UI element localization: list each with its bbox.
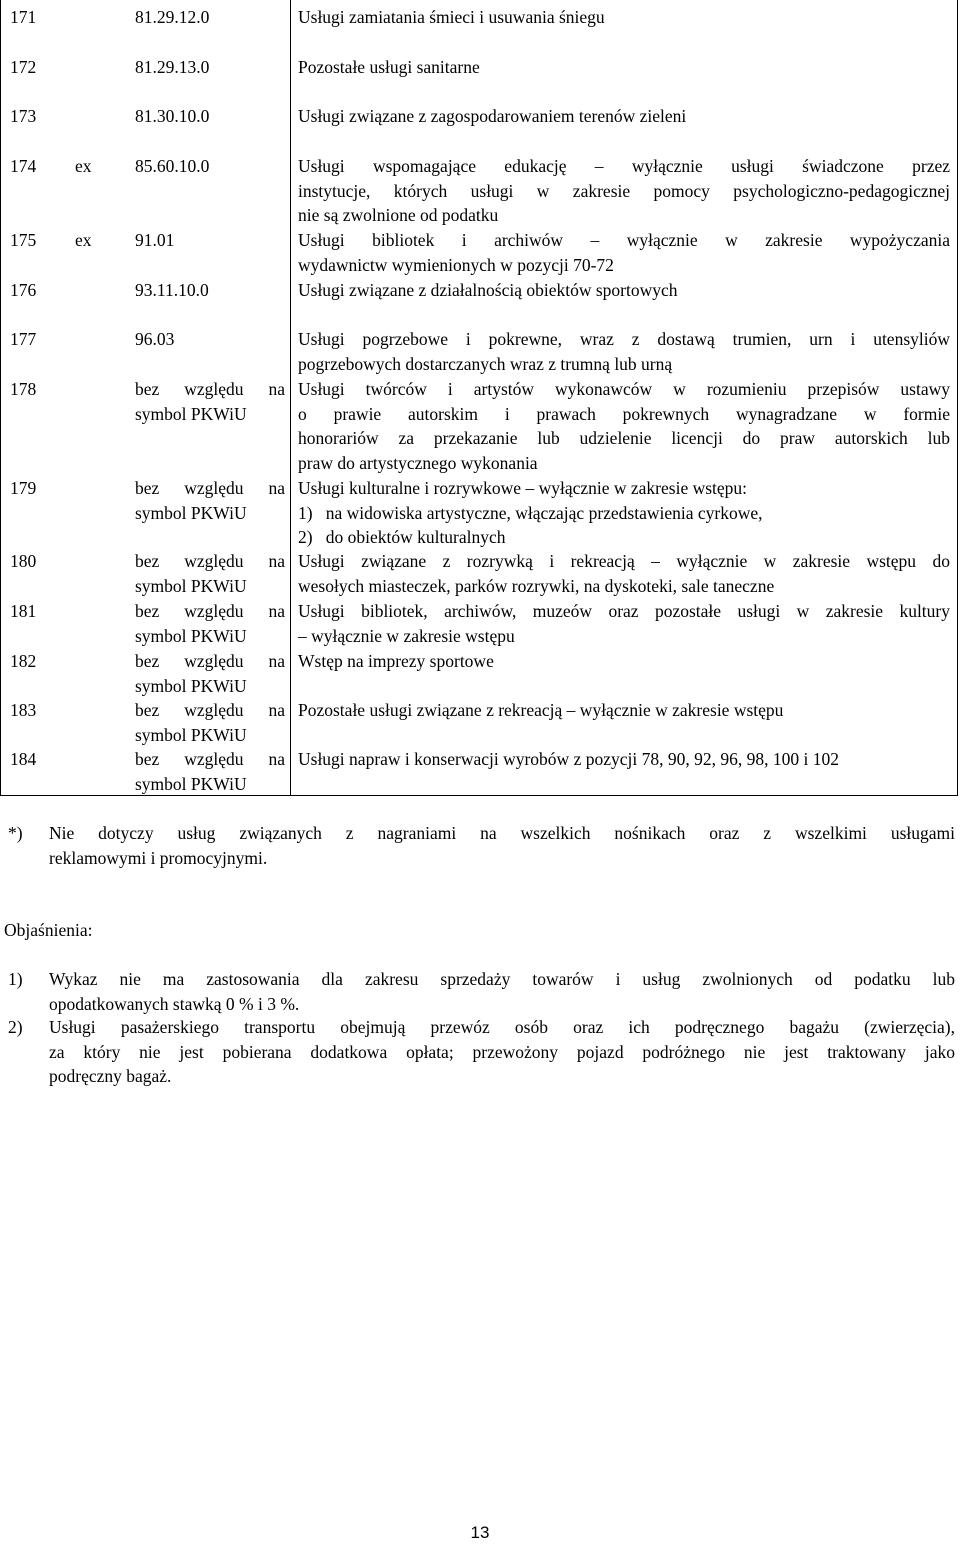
pkwiu-code: 81.29.13.0 [135,57,210,77]
service-description: Usługi pogrzebowe i pokrewne, wraz z dostawą trumien, urn i utensyliów pogrzebowych dostarczanych wraz z trumną lub urną [298,329,950,374]
service-description: Usługi bibliotek, archiwów, muzeów oraz pozostałe usługi w zakresie kultury – wyłącznie w zakresie wstępu [298,601,950,646]
row-number: 176 [10,280,37,300]
service-description: Wstęp na imprezy sportowe [298,651,494,671]
pkwiu-symbol-note: bez względu na symbol PKWiU [135,551,285,596]
pkwiu-code: 96.03 [135,329,175,349]
table-column-divider [290,0,291,795]
footnote-text: Nie dotyczy usług związanych z nagraniami na wszelkich nośnikach oraz z wszelkimi usługami reklamowymi i promocyjnymi. [49,823,955,868]
explanation-number: 2) [8,1017,23,1037]
pkwiu-symbol-note: bez względu na symbol PKWiU [135,478,285,523]
pkwiu-code: 81.30.10.0 [135,106,210,126]
row-number: 172 [10,57,37,77]
pkwiu-code: 91.01 [135,230,175,250]
service-description: Usługi związane z rozrywką i rekreacją – wyłącznie w zakresie wstępu do wesołych miasteczek, parków rozrywki, na dyskoteki, sale taneczne [298,551,950,596]
service-description: Usługi napraw i konserwacji wyrobów z pozycji 78, 90, 92, 96, 98, 100 i 102 [298,749,839,769]
row-number: 180 [10,551,37,571]
pkwiu-symbol-note: bez względu na symbol PKWiU [135,601,285,646]
row-number: 177 [10,329,37,349]
row-number: 175 [10,230,37,250]
row-number: 178 [10,379,37,399]
pkwiu-symbol-note: bez względu na symbol PKWiU [135,700,285,745]
row-number: 174 [10,156,37,176]
service-description: Pozostałe usługi związane z rekreacją – wyłącznie w zakresie wstępu [298,700,784,720]
service-description: Usługi związane z zagospodarowaniem terenów zieleni [298,106,687,126]
service-description: Usługi związane z działalnością obiektów sportowych [298,280,678,300]
row-number: 181 [10,601,37,621]
pkwiu-symbol-note: bez względu na symbol PKWiU [135,749,285,794]
pkwiu-code: 81.29.12.0 [135,7,210,27]
pkwiu-code: 85.60.10.0 [135,156,210,176]
table-border-right [957,0,958,795]
row-number: 182 [10,651,37,671]
service-description: Usługi bibliotek i archiwów – wyłącznie w zakresie wypożyczania wydawnictw wymienionych w pozycji 70-72 [298,230,950,275]
pkwiu-code: 93.11.10.0 [135,280,209,300]
row-number: 183 [10,700,37,720]
page-number: 13 [470,1523,490,1542]
ex-marker: ex [75,156,92,176]
table-border-left [0,0,1,795]
row-number: 171 [10,7,37,27]
explanation-text: Usługi pasażerskiego transportu obejmują przewóz osób oraz ich podręcznego bagażu (zwierzęcia), za który nie jest pobierana dodatkowa opłata; przewożony pojazd podróżnego nie jest traktowany jako podręczny bagaż. [49,1017,955,1086]
row-number: 184 [10,749,37,769]
explanation-text: Wykaz nie ma zastosowania dla zakresu sprzedaży towarów i usług zwolnionych od podatku lub opodatkowanych stawką 0 % i 3 %. [49,969,955,1014]
ex-marker: ex [75,230,92,250]
pkwiu-symbol-note: bez względu na symbol PKWiU [135,379,285,424]
row-number: 179 [10,478,37,498]
service-description: Usługi wspomagające edukację – wyłącznie usługi świadczone przez instytucje, których usługi w zakresie pomocy psychologiczno-pedagogicznej nie są zwolnione od podatku [298,156,950,225]
pkwiu-symbol-note: bez względu na symbol PKWiU [135,651,285,696]
service-description: Pozostałe usługi sanitarne [298,57,480,77]
explanations-heading: Objaśnienia: [4,920,93,940]
service-description: Usługi twórców i artystów wykonawców w rozumieniu przepisów ustawy o prawie autorskim i prawach pokrewnych wynagradzane w formie honorariów za przekazanie lub udzielenie licencji do praw autorskich lub praw do artystycznego wykonania [298,379,950,473]
explanation-number: 1) [8,969,23,989]
service-description: Usługi zamiatania śmieci i usuwania śniegu [298,7,605,27]
service-description: Usługi kulturalne i rozrywkowe – wyłącznie w zakresie wstępu: 1) na widowiska artystyczne, włączając przedstawienia cyrkowe, 2) do obiektów kulturalnych [298,478,763,547]
row-number: 173 [10,106,37,126]
footnote-mark: *) [8,823,23,843]
